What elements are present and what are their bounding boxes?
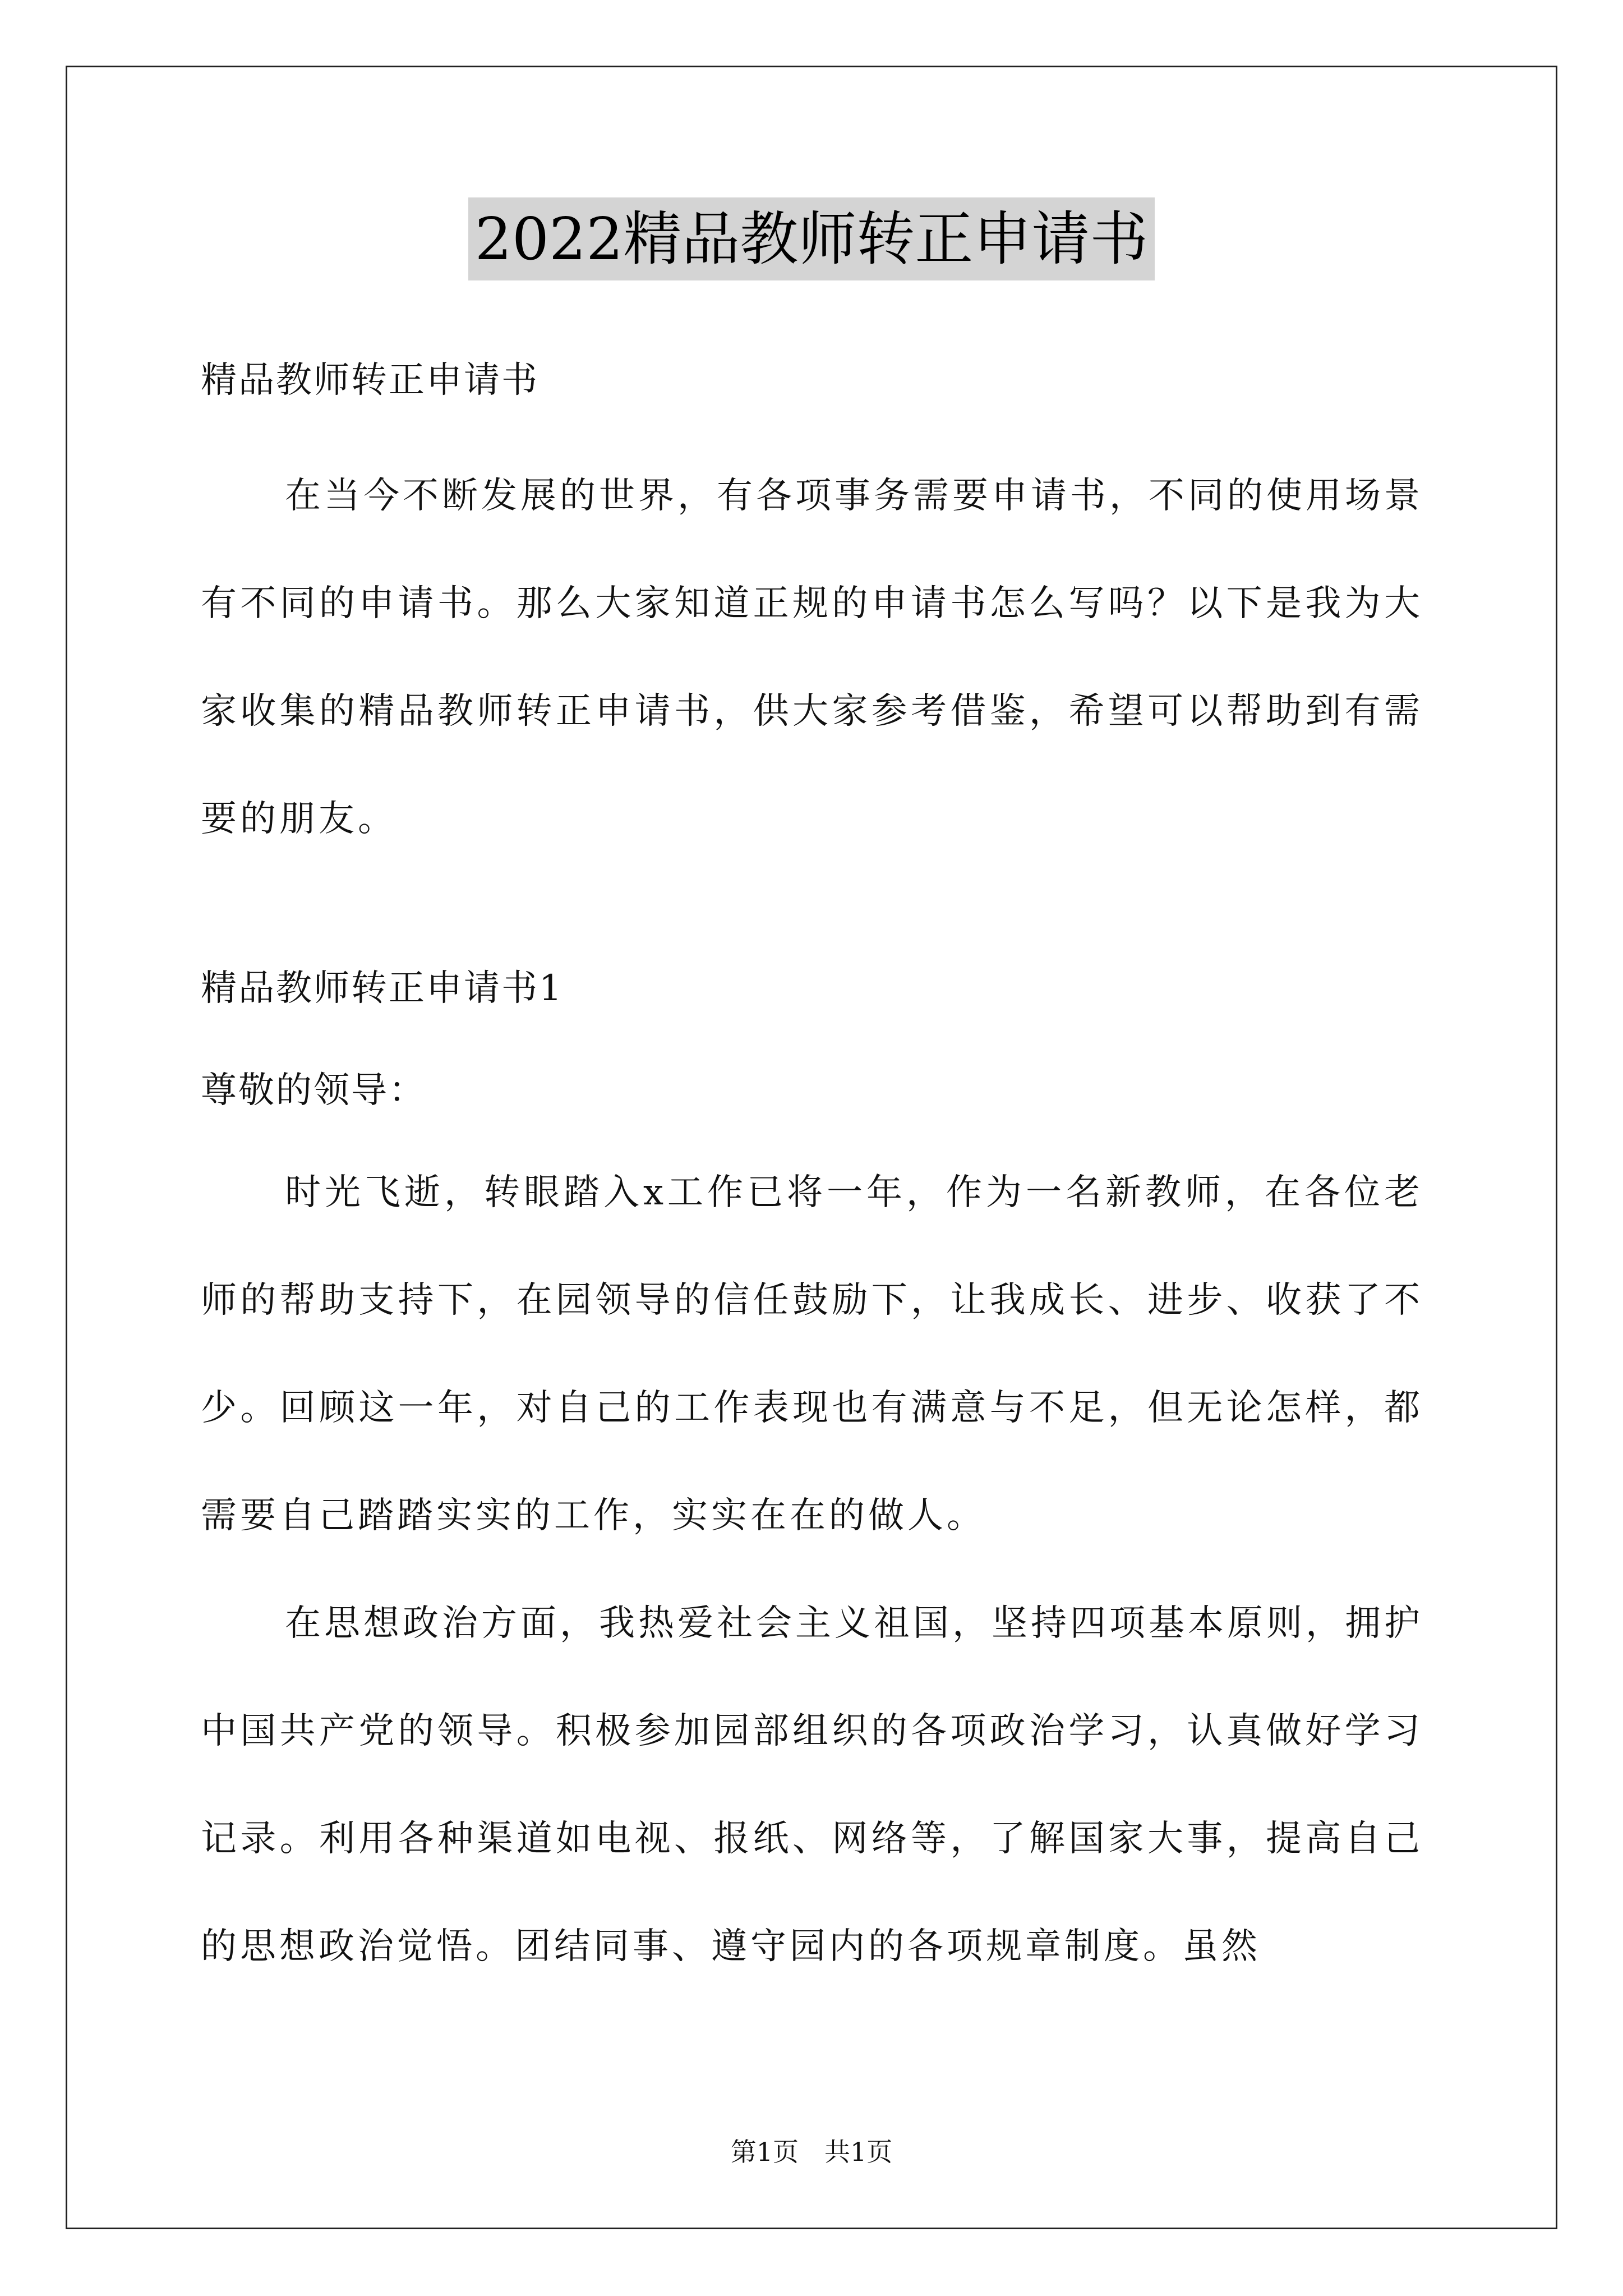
body-paragraph: 在思想政治方面，我热爱社会主义祖国，坚持四项基本原则，拥护中国共产党的领导。积极参加园部组织的各项政治学习，认真做好学习记录。利用各种渠道如电视、报纸、网络等，了解国家大事，提高自己的思想政治觉悟。团结同事、遵守园内的各项规章制度。虽然 bbox=[201, 1603, 1423, 1967]
document-subtitle: 精品教师转正申请书 bbox=[201, 360, 539, 401]
document-title: 2022精品教师转正申请书 bbox=[468, 197, 1155, 280]
intro-paragraph: 在当今不断发展的世界，有各项事务需要申请书，不同的使用场景有不同的申请书。那么大家知道正规的申请书怎么写吗？以下是我为大家收集的精品教师转正申请书，供大家参考借鉴，希望可以帮助到有需要的朋友。 bbox=[201, 475, 1423, 840]
title-container bbox=[0, 197, 1623, 280]
document-body bbox=[201, 337, 1423, 2000]
body-paragraph: 时光飞逝，转眼踏入x工作已将一年，作为一名新教师，在各位老师的帮助支持下，在园领导的信任鼓励下，让我成长、进步、收获了不少。回顾这一年，对自己的工作表现也有满意与不足，但无论怎样，都需要自己踏踏实实的工作，实实在在的做人。 bbox=[201, 1172, 1423, 1536]
section-heading: 精品教师转正申请书1 bbox=[201, 968, 564, 1009]
salutation: 尊敬的领导： bbox=[201, 1070, 426, 1111]
page-footer: 第1页 共1页 bbox=[730, 2137, 893, 2167]
